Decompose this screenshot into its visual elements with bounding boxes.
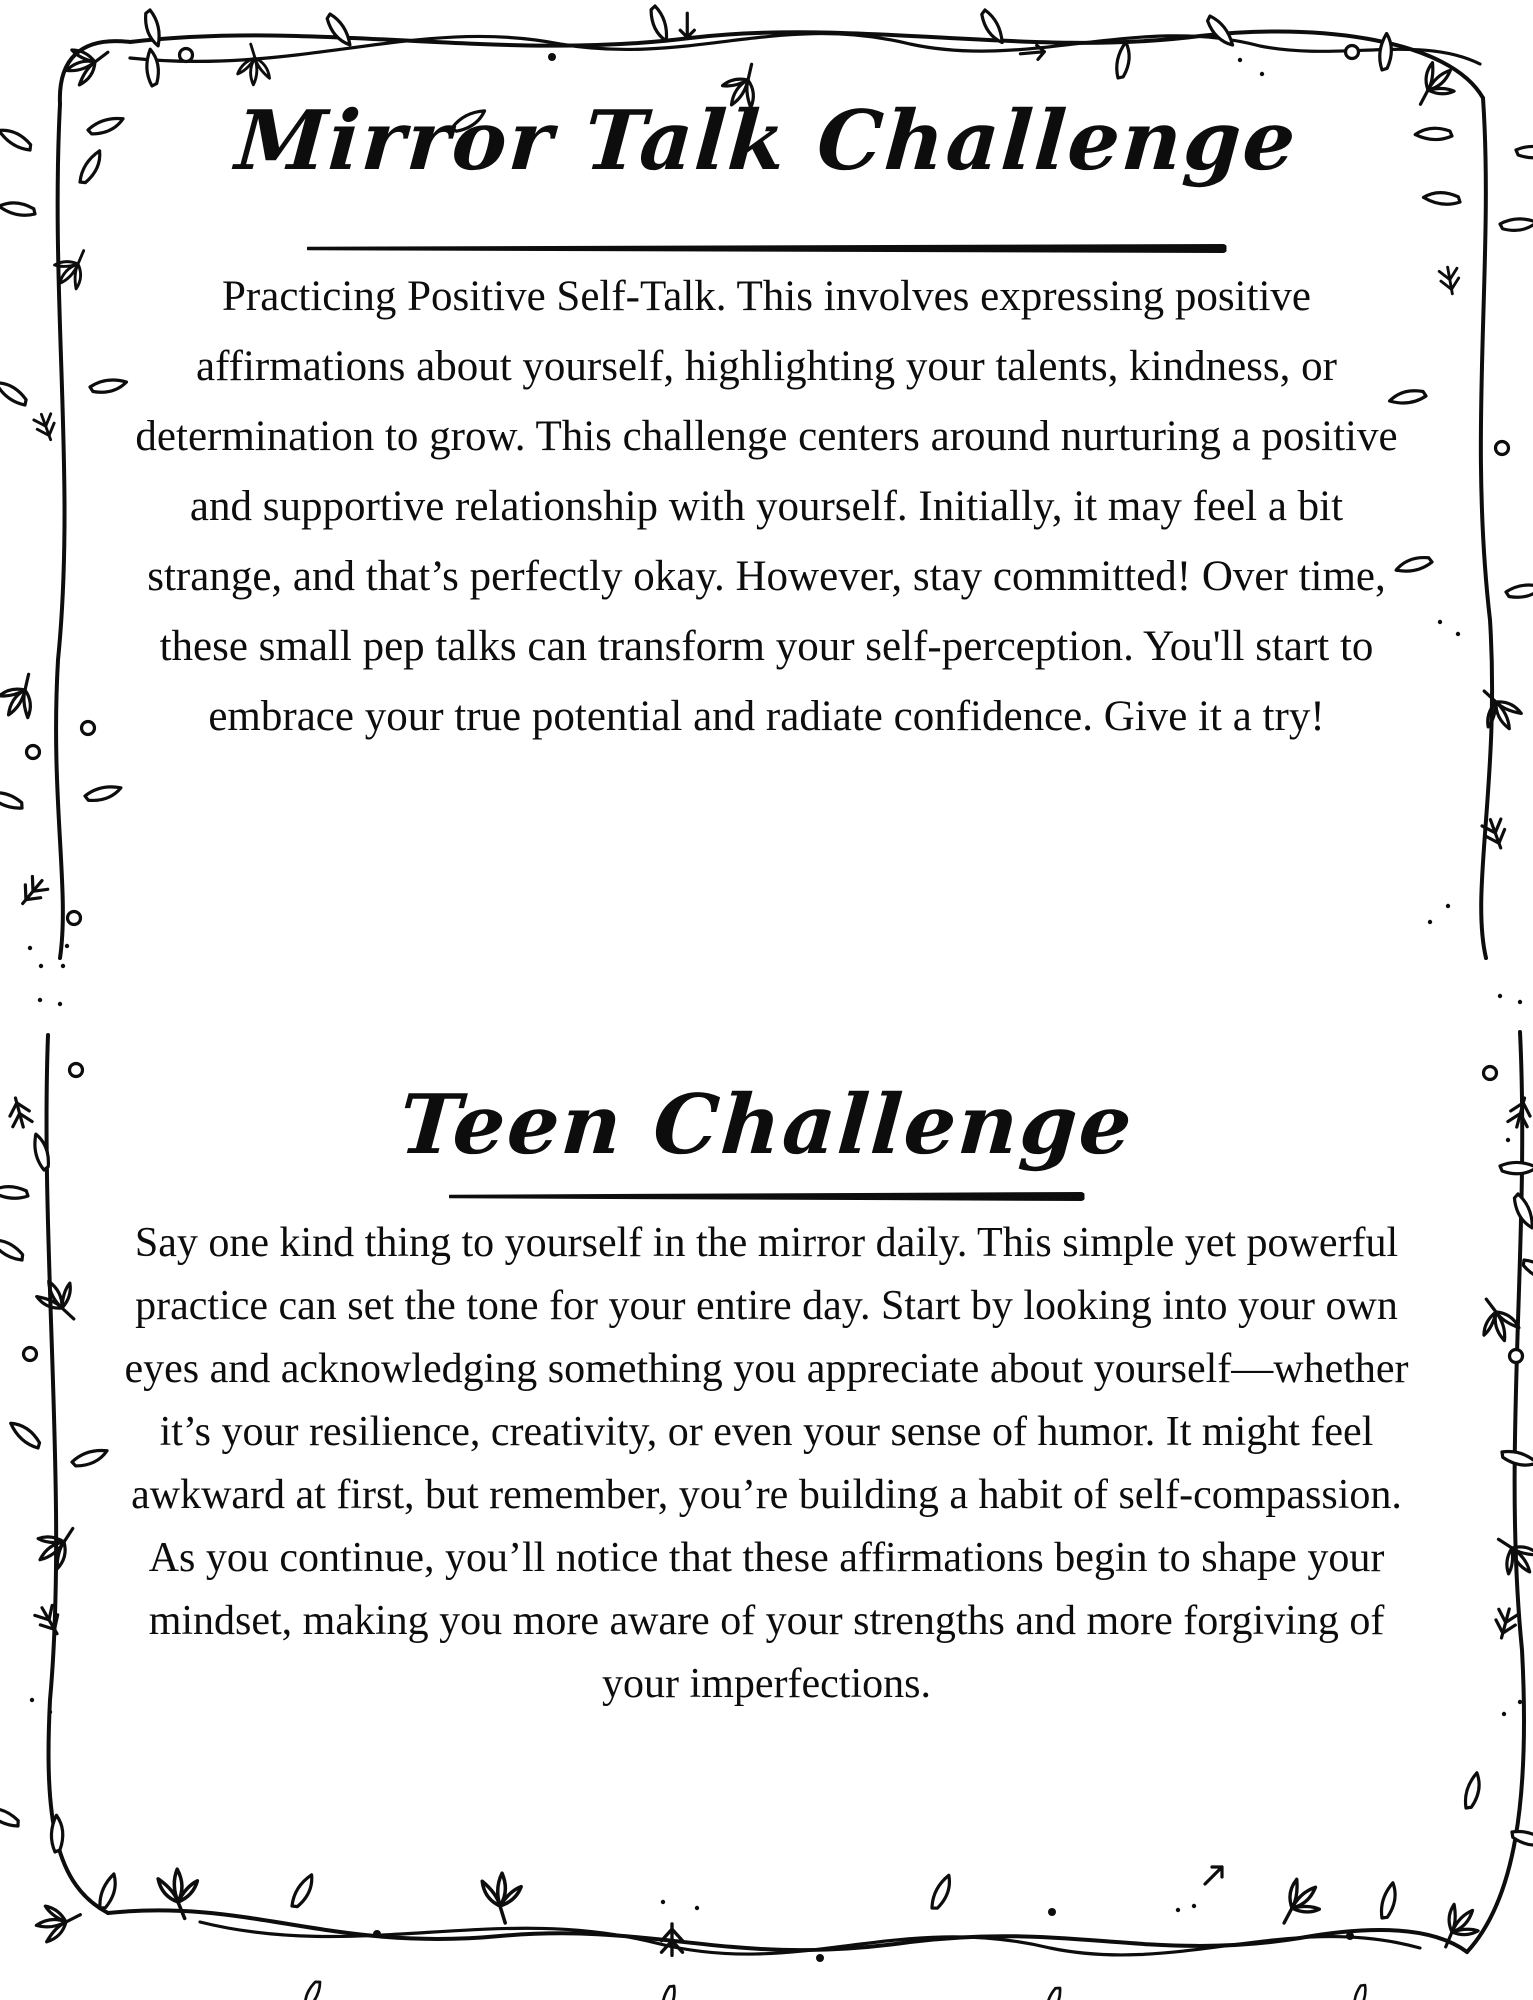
- section-body: Practicing Positive Self-Talk. This involves expressing positive affirmations about yourself, highlighting your talents, kindness, or determination to grow. This challenge centers around nurturing a positive and supportive relationship with yourself. Initially, it may feel a bit strange, and that’s perfectly okay. However, stay committed! Over time, these small pep talks can transform your self-perception. You'll start to embrace your true potential and radiate confidence. Give it a try!: [135, 273, 1398, 740]
- section-title: Mirror Talk Challenge: [232, 93, 1301, 189]
- section-body: Say one kind thing to yourself in the mirror daily. This simple yet powerful practice can set the tone for your entire day. Start by looking into your own eyes and acknowledging something you appreciate about yourself—whether it’s your resilience, creativity, or even your sense of humor. It might feel awkward at first, but remember, you’re building a habit of self-compassion. As you continue, you’ll notice that these affirmations begin to shape your mindset, making you more aware of your strengths and more forgiving of your imperfections.: [124, 1220, 1409, 1707]
- section-title: Teen Challenge: [396, 1077, 1137, 1173]
- title-underline: [449, 1192, 1085, 1201]
- title-underline: [307, 244, 1227, 253]
